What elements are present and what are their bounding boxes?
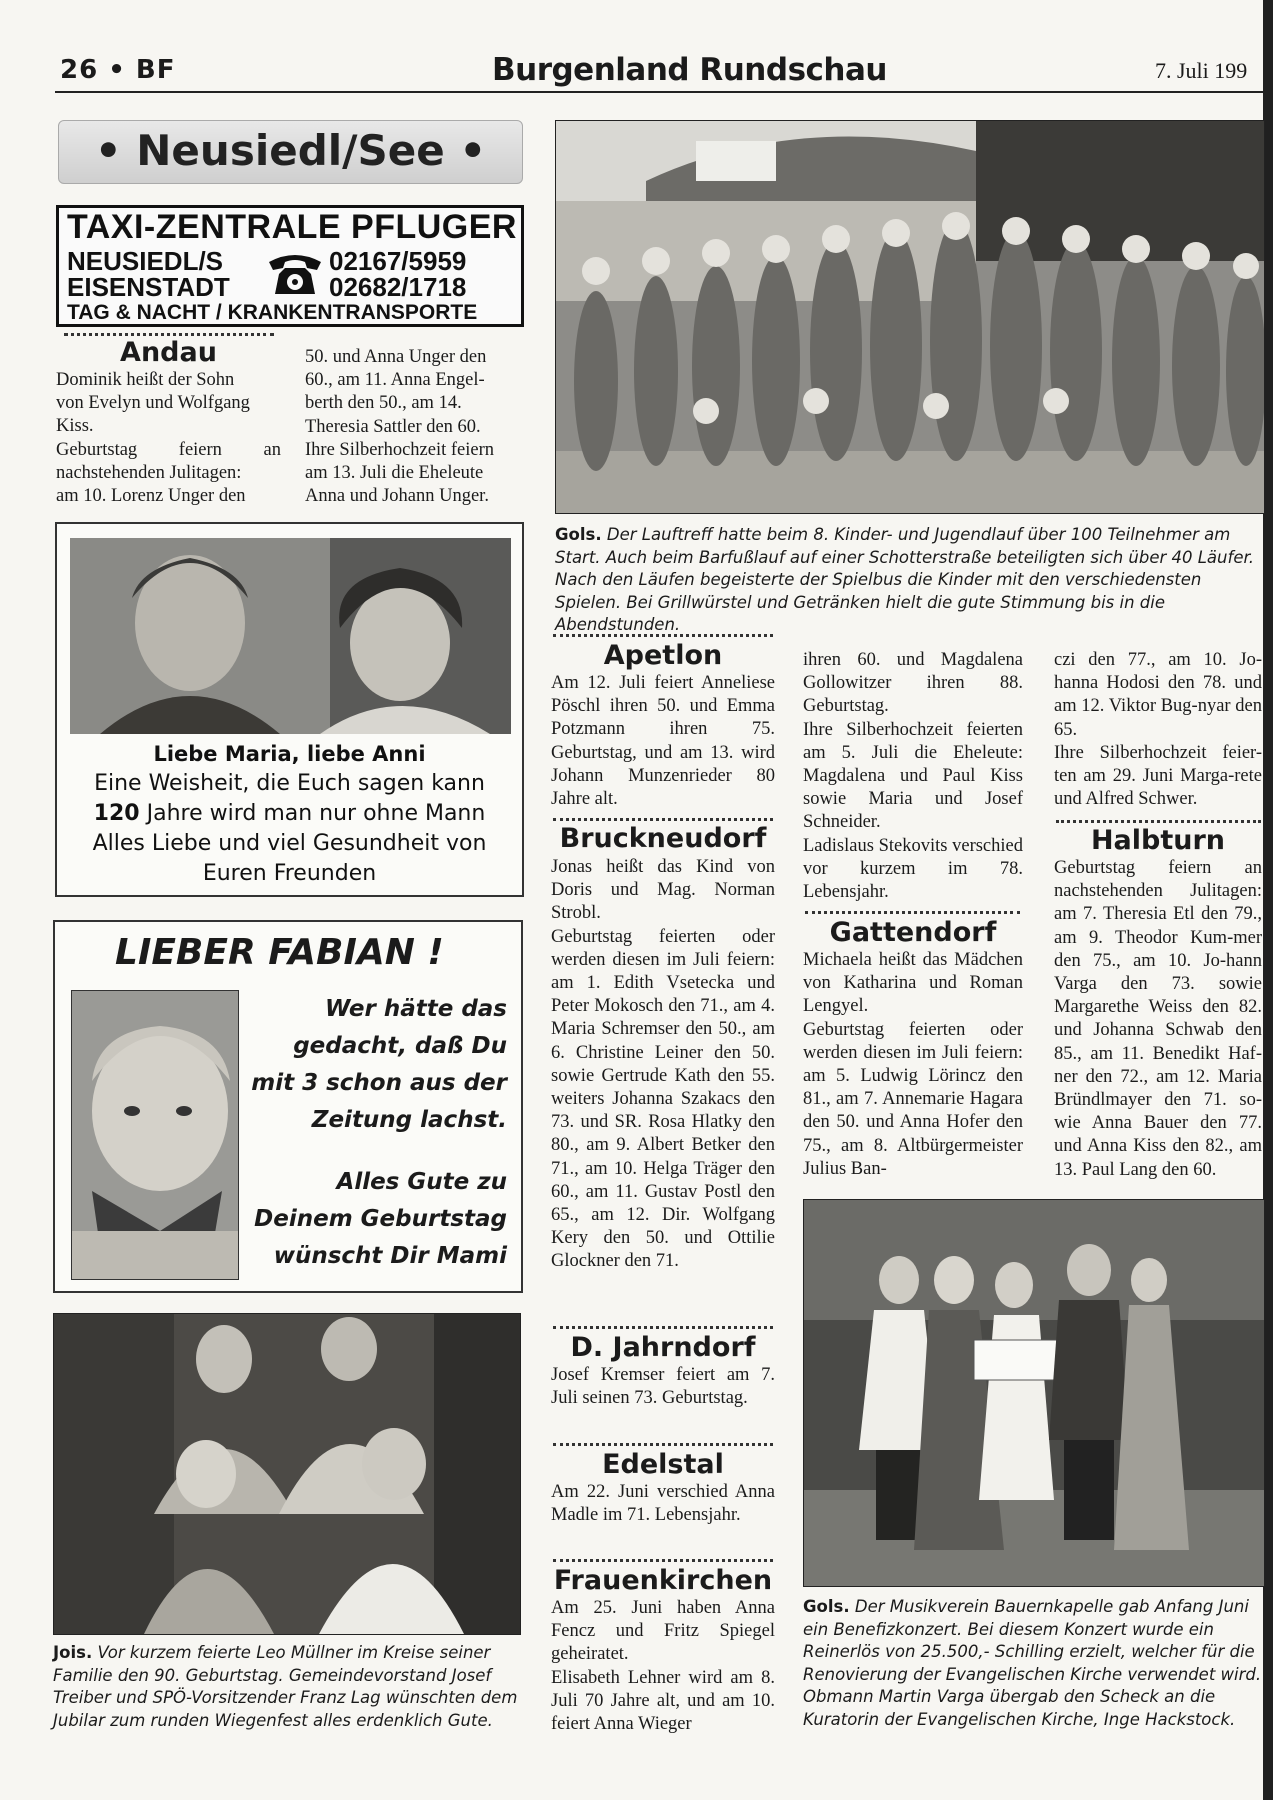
separator <box>1056 820 1261 823</box>
heading-apetlon: Apetlon <box>603 640 723 671</box>
separator <box>553 1443 773 1446</box>
paragraph: ihren 60. und Magdalena Gollowitzer ihren 88. Geburtstag. <box>803 650 1023 717</box>
halbturn-text: Geburtstag feiern an nachstehenden Julitagen: am 7. Theresia Etl den 79., am 9. Theodor Kum-mer den 75., am 10. Jo-hann Varga den 73. sowie Margarethe Weiss den 82. und Johanna Schwab den 85., am 11. Benedikt Haf-ner den 72., am 12. Maria Bründlmayer den 71. so-wie Anna Bauer den 77. und Anna Kiss den 82., am 13. Paul Lang den 60. <box>1054 858 1262 1180</box>
fabian-photo <box>71 990 239 1280</box>
paragraph: Am 25. Juni haben Anna Fencz und Fritz Spiegel geheiratet. <box>551 1598 775 1665</box>
taxi-phone-1: 02167/5959 <box>329 246 467 276</box>
andau-line: 60., am 11. Anna Engel- <box>305 370 485 391</box>
fabian-line: wünscht Dir Mami <box>273 1243 507 1269</box>
heading-halbturn: Halbturn <box>1090 825 1226 856</box>
greeting-ad <box>55 522 524 897</box>
edelstal-text: Am 22. Juni verschied Anna Madle im 71. Lebensjahr. <box>551 1482 775 1526</box>
greeting-line-2: Eine Weisheit, die Euch sagen kann <box>94 771 485 796</box>
jois-caption <box>53 1642 523 1732</box>
heading-gattendorf: Gattendorf <box>829 917 997 948</box>
caption-place: Jois. <box>53 1643 93 1662</box>
section-banner: • Neusiedl/See • <box>58 120 523 184</box>
gattendorf-text <box>803 949 1023 1181</box>
heading-bruckneudorf: Bruckneudorf <box>559 823 767 854</box>
fabian-line: mit 3 schon aus der <box>251 1070 507 1096</box>
col-b-continuation <box>803 649 1023 904</box>
apetlon-text: Am 12. Juli feiert Anneliese Pöschl ihren 50. und Emma Potzmann ihren 75. Geburtstag, und am 13. wird Johann Munzenrieder 80 Jahre alt. <box>551 673 775 810</box>
bruckneudorf-text <box>551 856 775 1274</box>
greeting-photo <box>70 538 511 734</box>
taxi-city-2: EISENSTADT <box>67 272 230 302</box>
caption-text: Der Lauftreff hatte beim 8. Kinder- und Jugendlauf über 100 Teilnehmer am Start. Auch beim Barfußlauf auf einer Schotterstraße beteiligten sich über 40 Läufer. Nach den Läufen begeisterte der Spielbus die Kinder mit den verschiedensten Spielen. Bei Grillwürstel und Getränken hielt die gute Stimmung bis in die Abendstunden. <box>555 525 1254 634</box>
fabian-line: Deinem Geburtstag <box>254 1206 507 1232</box>
greeting-line-5: Euren Freunden <box>202 861 377 886</box>
newspaper-title: Burgenland Rundschau <box>492 52 887 88</box>
fabian-spacer <box>245 1139 507 1164</box>
frauenkirchen-text <box>551 1597 775 1736</box>
separator <box>805 911 1020 914</box>
paragraph: Geburtstag feierten oder werden diesen im Juli feiern: am 5. Ludwig Lörincz den 81., am 7. Annemarie Hagara den 50. und Anna Hofer den 75., am 8. Altbürgermeister Julius Ban- <box>803 1019 1023 1179</box>
jois-photo <box>53 1313 521 1635</box>
paragraph: Geburtstag feierten oder werden diesen im Juli feiern: am 1. Edith Vsetecka und Peter Mokosch den 71., am 4. Maria Schremser den 50., am 6. Christine Leiner den 50. sowie Gertrude Kath den 55. weiters Johanna Szakacs den 73. und SR. Rosa Hlatky den 80., am 9. Albert Betker den 71., am 10. Helga Träger den 60., am 11. Gustav Postl den 65., am 12. Dir. Wolfgang Kery den 50. und Ottilie Glockner den 71. <box>551 926 775 1272</box>
caption-text: Vor kurzem feierte Leo Müllner im Kreise seiner Familie den 90. Geburtstag. Gemeindevorstand Josef Treiber und SPÖ-Vorsitzender Franz Lag wünschten dem Jubilar zum runden Wiegenfest alles erdenklich Gute. <box>53 1643 518 1730</box>
separator <box>64 333 274 336</box>
andau-line: am 13. Juli die Eheleute <box>305 463 484 484</box>
andau-line: 50. und Anna Unger den <box>305 347 487 367</box>
andau-col-1 <box>56 369 281 508</box>
header-rule <box>55 91 1268 93</box>
andau-line: Dominik heißt der Sohn <box>56 370 235 390</box>
taxi-title: TAXI-ZENTRALE PFLUGER <box>67 208 517 246</box>
page-number: 26 • BF <box>60 55 176 85</box>
andau-line: Anna und Johann Unger. <box>305 486 489 507</box>
taxi-city-1: NEUSIEDL/S <box>67 246 224 276</box>
taxi-tagline: TAG & NACHT / KRANKENTRANSPORTE <box>67 301 478 324</box>
andau-line: nachstehenden Julitagen: <box>56 462 242 483</box>
andau-col-2 <box>305 346 525 508</box>
gols-photo-1 <box>555 120 1265 514</box>
separator <box>553 818 773 821</box>
caption-place: Gols. <box>555 525 602 544</box>
separator <box>553 634 773 637</box>
separator <box>553 1559 773 1562</box>
paragraph: Jonas heißt das Kind von Doris und Mag. Norman Strobl. <box>551 857 775 924</box>
caption-text: Der Musikverein Bauernkapelle gab Anfang Juni ein Benefizkonzert. Bei diesem Konzert wurde ein Reinerlös von 25.500,- Schilling erzielt, welcher für die Renovierung der Evangelischen Kirche verwendet wird. Obmann Martin Varga übergab den Scheck an die Kuratorin der Evangelischen Kirche, Inge Hackstock. <box>803 1597 1262 1729</box>
fabian-line: Zeitung lachst. <box>311 1107 507 1133</box>
fabian-ad <box>53 920 523 1293</box>
taxi-phone-2: 02682/1718 <box>329 272 467 302</box>
andau-line: von Evelyn und Wolfgang <box>56 393 250 414</box>
paragraph: Ihre Silberhochzeit feierten am 5. Juli die Eheleute: Magdalena und Paul Kiss sowie Maria und Josef Schneider. <box>803 719 1023 833</box>
paragraph: Michaela heißt das Mädchen von Katharina und Roman Lengyel. <box>803 950 1023 1017</box>
greeting-line-1: Liebe Maria, liebe Anni <box>153 742 426 766</box>
fabian-message <box>245 991 507 1275</box>
paragraph: Ihre Silberhochzeit feier-ten am 29. Juni Marga-rete und Alfred Schwer. <box>1054 742 1262 810</box>
col-c-continuation <box>1054 649 1262 811</box>
andau-line: Ihre Silberhochzeit feiern <box>305 439 495 460</box>
fabian-line: Wer hätte das <box>324 996 507 1022</box>
heading-frauenkirchen: Frauenkirchen <box>553 1565 773 1596</box>
gols-caption-2 <box>803 1596 1263 1731</box>
telephone-icon <box>267 248 323 296</box>
heading-edelstal: Edelstal <box>602 1449 724 1480</box>
djahrndorf-text: Josef Kremser feiert am 7. Juli seinen 73. Geburtstag. <box>551 1365 775 1409</box>
greeting-line-3-text: Jahre wird man nur ohne Mann <box>146 801 486 826</box>
greeting-number: 120 <box>93 801 140 826</box>
greeting-line-4: Alles Liebe und viel Gesundheit von <box>92 831 487 856</box>
andau-line: Geburtstag feiern an <box>56 439 281 460</box>
heading-djahrndorf: D. Jahrndorf <box>570 1332 756 1363</box>
andau-line: Theresia Sattler den 60. <box>305 416 481 437</box>
paragraph: czi den 77., am 10. Jo-hanna Hodosi den 78. und am 12. Viktor Bug-nyar den 65. <box>1054 650 1262 740</box>
issue-date: 7. Juli 199 <box>1155 58 1248 83</box>
paragraph: Ladislaus Stekovits verschied vor kurzem im 78. Lebensjahr. <box>803 835 1023 903</box>
caption-place: Gols. <box>803 1597 850 1616</box>
paragraph: Elisabeth Lehner wird am 8. Juli 70 Jahre alt, und am 10. feiert Anna Wieger <box>551 1667 775 1735</box>
gols-caption-1 <box>555 524 1263 637</box>
andau-line: Kiss. <box>56 416 94 437</box>
greeting-line-3 <box>57 801 522 826</box>
andau-line: am 10. Lorenz Unger den <box>56 486 246 507</box>
andau-line: berth den 50., am 14. <box>305 393 462 414</box>
fabian-title: LIEBER FABIAN ! <box>115 932 444 973</box>
gols-photo-2 <box>803 1199 1265 1587</box>
heading-andau: Andau <box>120 337 217 368</box>
taxi-ad <box>56 205 524 327</box>
fabian-line: gedacht, daß Du <box>293 1033 507 1059</box>
fabian-line: Alles Gute zu <box>336 1169 507 1195</box>
separator <box>553 1326 773 1329</box>
